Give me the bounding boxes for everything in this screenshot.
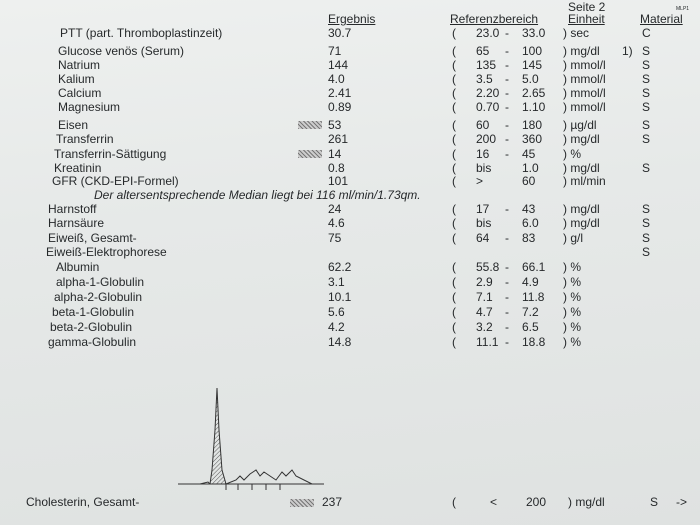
test-name: Harnstoff [48, 202, 97, 216]
range-low: > [476, 174, 484, 188]
result-value: 2.41 [328, 86, 352, 100]
test-name: Calcium [58, 86, 102, 100]
range-separator: - [505, 335, 509, 349]
range-open: ( [452, 260, 456, 274]
material: S [642, 86, 651, 100]
range-high: 83 [522, 231, 536, 245]
test-name: Natrium [58, 58, 101, 72]
range-separator: - [505, 290, 509, 304]
range-low: 2.20 [476, 86, 500, 100]
test-name: PTT (part. Thromboplastinzeit) [60, 26, 223, 40]
range-low: 60 [476, 118, 490, 132]
range-separator: - [505, 275, 509, 289]
range-high: 7.2 [522, 305, 539, 319]
unit: ) mmol/l [563, 100, 606, 114]
header-material: Material [640, 12, 683, 26]
result-value: 71 [328, 44, 342, 58]
range-high: 45 [522, 147, 536, 161]
range-high: 100 [522, 44, 543, 58]
range-high: 43 [522, 202, 536, 216]
range-high: 6.5 [522, 320, 539, 334]
globulin-curve [180, 470, 322, 484]
unit: ) ml/min [563, 174, 606, 188]
cholesterol-row [0, 495, 700, 509]
result-row [0, 335, 700, 349]
test-name: Kalium [58, 72, 95, 86]
result-value: 0.89 [328, 100, 352, 114]
range-separator: - [505, 100, 509, 114]
cholesterol-material: S [650, 495, 659, 509]
test-name: alpha-2-Globulin [54, 290, 143, 304]
range-low: 3.2 [476, 320, 493, 334]
material: S [642, 72, 651, 86]
result-row [0, 320, 700, 334]
result-row [0, 290, 700, 304]
range-open: ( [452, 202, 456, 216]
range-separator: - [505, 44, 509, 58]
range-low: 200 [476, 132, 497, 146]
unit: ) mg/dl [563, 161, 600, 175]
range-open: ( [452, 147, 456, 161]
range-open: ( [452, 132, 456, 146]
range-high: 11.8 [522, 290, 545, 304]
result-value: 4.0 [328, 72, 345, 86]
cholesterol-flag [290, 495, 318, 509]
test-name: Albumin [56, 260, 100, 274]
range-low: 65 [476, 44, 490, 58]
range-separator: - [505, 202, 509, 216]
range-separator: - [505, 147, 509, 161]
cholesterol-high: 200 [526, 495, 547, 509]
test-name: Magnesium [58, 100, 121, 114]
range-separator: - [505, 118, 509, 132]
test-name: Glucose venös (Serum) [58, 44, 185, 58]
header-unit: Einheit [568, 12, 605, 26]
result-value: 0.8 [328, 161, 345, 175]
range-low: 7.1 [476, 290, 493, 304]
range-separator: - [505, 86, 509, 100]
page-number: Seite 2 [568, 0, 606, 14]
result-row [0, 174, 700, 188]
range-open: ( [452, 335, 456, 349]
test-name: Transferrin [56, 132, 114, 146]
range-high: 18.8 [522, 335, 546, 349]
cholesterol-name: Cholesterin, Gesamt- [26, 495, 140, 509]
result-value: 53 [328, 118, 342, 132]
range-high: 4.9 [522, 275, 539, 289]
range-low: 55.8 [476, 260, 500, 274]
test-name: Kreatinin [54, 161, 102, 175]
result-row [0, 100, 700, 114]
material: S [642, 216, 651, 230]
range-low: 11.1 [476, 335, 499, 349]
range-high: 6.0 [522, 216, 539, 230]
range-low: 3.5 [476, 72, 493, 86]
unit: ) % [563, 305, 581, 319]
unit: ) % [563, 275, 581, 289]
range-low: 64 [476, 231, 490, 245]
result-value: 101 [328, 174, 349, 188]
baseline-ticks [226, 484, 280, 490]
range-high: 1.10 [522, 100, 546, 114]
range-high: 1.0 [522, 161, 539, 175]
range-open: ( [452, 26, 456, 40]
unit: ) mg/dl [563, 202, 600, 216]
range-high: 180 [522, 118, 543, 132]
range-low: 2.9 [476, 275, 493, 289]
range-low: 16 [476, 147, 490, 161]
range-open: ( [452, 174, 456, 188]
material: S [642, 231, 651, 245]
range-open: ( [452, 290, 456, 304]
material: S [642, 100, 651, 114]
result-row [0, 86, 700, 100]
range-separator: - [505, 260, 509, 274]
header-result: Ergebnis [328, 12, 376, 26]
result-value: 10.1 [328, 290, 352, 304]
result-value: 14.8 [328, 335, 352, 349]
result-row [0, 202, 700, 216]
range-high: 360 [522, 132, 543, 146]
unit: ) % [563, 320, 581, 334]
range-low: 23.0 [476, 26, 500, 40]
material: S [642, 58, 651, 72]
test-name: Harnsäure [48, 216, 105, 230]
range-open: ( [452, 72, 456, 86]
range-open: ( [452, 86, 456, 100]
unit: ) µg/dl [563, 118, 597, 132]
result-row [0, 245, 700, 259]
range-open: ( [452, 216, 456, 230]
range-open: ( [452, 161, 456, 175]
cholesterol-open: ( [452, 495, 456, 509]
unit: ) mg/dl [563, 216, 600, 230]
abnormal-flag [298, 121, 322, 129]
range-low: 0.70 [476, 100, 500, 114]
range-open: ( [452, 320, 456, 334]
range-high: 66.1 [522, 260, 546, 274]
result-value: 4.6 [328, 216, 345, 230]
range-open: ( [452, 275, 456, 289]
range-open: ( [452, 231, 456, 245]
range-open: ( [452, 44, 456, 58]
material: S [642, 118, 651, 132]
material: S [642, 132, 651, 146]
result-row [0, 44, 700, 58]
test-name: beta-1-Globulin [52, 305, 135, 319]
range-high: 5.0 [522, 72, 539, 86]
unit: ) % [563, 147, 581, 161]
unit: ) sec [563, 26, 590, 40]
test-name: GFR (CKD-EPI-Formel) [52, 174, 179, 188]
result-row [0, 147, 700, 161]
result-row [0, 216, 700, 230]
range-high: 60 [522, 174, 536, 188]
unit: ) mg/dl [563, 44, 600, 58]
range-high: 33.0 [522, 26, 546, 40]
material: S [642, 202, 651, 216]
result-value: 75 [328, 231, 342, 245]
footnote-ref: 1) [622, 44, 633, 58]
range-separator: - [505, 58, 509, 72]
range-separator: - [505, 132, 509, 146]
result-value: 62.2 [328, 260, 352, 274]
range-separator: - [505, 305, 509, 319]
range-separator: - [505, 26, 509, 40]
range-low: bis [476, 161, 492, 175]
result-value: 14 [328, 147, 342, 161]
result-value: 30.7 [328, 26, 352, 40]
result-row [0, 132, 700, 146]
result-row [0, 161, 700, 175]
result-row [0, 305, 700, 319]
material: S [642, 161, 651, 175]
unit: ) mmol/l [563, 72, 606, 86]
range-open: ( [452, 305, 456, 319]
result-value: 4.2 [328, 320, 345, 334]
abnormal-flag [298, 150, 322, 158]
range-separator: - [505, 231, 509, 245]
cholesterol-low: < [490, 495, 498, 509]
range-open: ( [452, 58, 456, 72]
unit: ) mg/dl [563, 132, 600, 146]
result-row [0, 260, 700, 274]
range-open: ( [452, 100, 456, 114]
test-name: gamma-Globulin [48, 335, 137, 349]
unit: ) % [563, 260, 581, 274]
test-name: Eiweiß, Gesamt- [48, 231, 137, 245]
cholesterol-unit: ) mg/dl [568, 495, 605, 509]
unit: ) mmol/l [563, 86, 606, 100]
range-high: 145 [522, 58, 543, 72]
result-row [0, 26, 700, 40]
range-low: 135 [476, 58, 497, 72]
header-reference: Referenzbereich [450, 12, 539, 26]
range-low: bis [476, 216, 492, 230]
test-name: alpha-1-Globulin [56, 275, 145, 289]
range-low: 4.7 [476, 305, 493, 319]
range-high: 2.65 [522, 86, 546, 100]
albumin-peak [210, 388, 226, 484]
material: S [642, 44, 651, 58]
result-row [0, 231, 700, 245]
result-value: 5.6 [328, 305, 345, 319]
result-value: 144 [328, 58, 349, 72]
test-name: Eisen [58, 118, 89, 132]
material: S [642, 245, 651, 259]
unit: ) mmol/l [563, 58, 606, 72]
unit: ) g/l [563, 231, 584, 245]
result-value: 261 [328, 132, 349, 146]
test-name: beta-2-Globulin [50, 320, 133, 334]
range-open: ( [452, 118, 456, 132]
result-value: 24 [328, 202, 342, 216]
result-row [0, 58, 700, 72]
range-separator: - [505, 72, 509, 86]
range-low: 17 [476, 202, 490, 216]
result-row [0, 275, 700, 289]
unit: ) % [563, 290, 581, 304]
result-row [0, 118, 700, 132]
test-name: Eiweiß-Elektrophorese [46, 245, 167, 259]
range-separator: - [505, 320, 509, 334]
cholesterol-result: 237 [322, 495, 343, 509]
material: C [642, 26, 651, 40]
unit: ) % [563, 335, 581, 349]
result-row [0, 72, 700, 86]
gfr-note: Der altersentsprechende Median liegt bei 116 ml/min/1.73qm. [94, 188, 421, 202]
continue-arrow: -> [676, 495, 688, 509]
test-name: Transferrin-Sättigung [54, 147, 167, 161]
result-value: 3.1 [328, 275, 345, 289]
corner-code: MLP1 [676, 6, 690, 12]
